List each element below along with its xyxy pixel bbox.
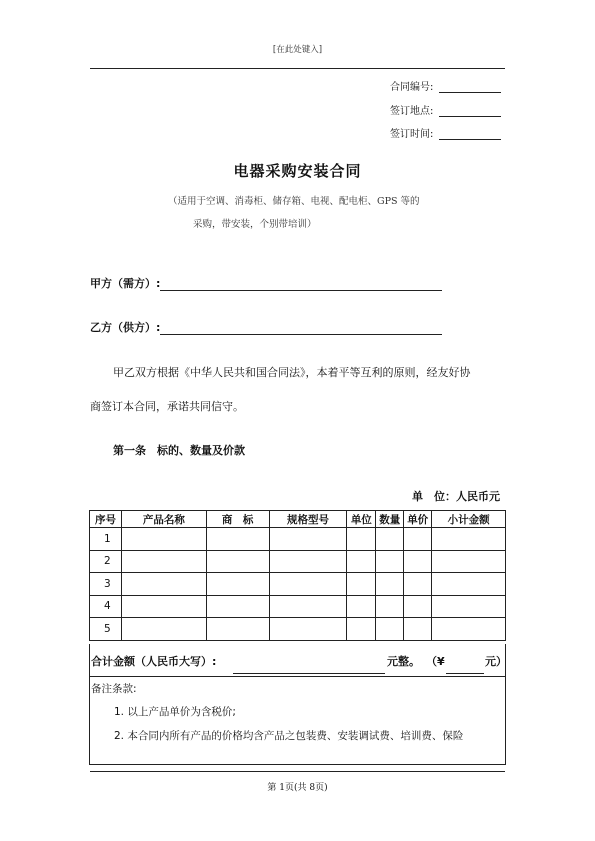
header-rule <box>90 68 505 69</box>
table-row <box>90 550 506 573</box>
table-cell[interactable] <box>404 573 432 596</box>
table-cell[interactable] <box>121 573 206 596</box>
table-cell[interactable] <box>206 573 269 596</box>
table-cell[interactable] <box>404 618 432 641</box>
table-cell[interactable] <box>121 550 206 573</box>
table-cell[interactable] <box>121 595 206 618</box>
signing-place-blank[interactable] <box>439 107 501 117</box>
col-header-product-name: 产品名称 <box>121 511 206 528</box>
product-table <box>89 510 506 641</box>
table-cell[interactable] <box>432 550 506 573</box>
table-cell[interactable] <box>404 550 432 573</box>
total-label: 合计金额（人民币大写）: <box>91 655 217 668</box>
table-cell[interactable] <box>206 550 269 573</box>
col-header-unit: 单位 <box>347 511 376 528</box>
remark-item: 2. 本合同内所有产品的价格均含产品之包装费、安装调试费、培训费、保险 <box>114 730 464 742</box>
table-cell[interactable] <box>376 573 404 596</box>
table-row <box>90 618 506 641</box>
table-cell[interactable] <box>432 573 506 596</box>
currency-unit: 单 位：人民币元 <box>412 490 500 503</box>
row-index: 3 <box>90 573 122 596</box>
intro-line1: 甲乙双方根据《中华人民共和国合同法》，本着平等互利的原则，经友好协 <box>113 366 471 379</box>
party-a-field <box>90 275 442 291</box>
col-header-model: 规格型号 <box>269 511 347 528</box>
signing-time-field <box>390 125 501 140</box>
table-cell[interactable] <box>269 595 347 618</box>
document-title: 电器采购安装合同 <box>233 162 362 180</box>
table-cell[interactable] <box>269 618 347 641</box>
table-cell[interactable] <box>269 528 347 551</box>
table-row <box>90 595 506 618</box>
row-index: 1 <box>90 528 122 551</box>
table-cell[interactable] <box>347 550 376 573</box>
remarks-title: 备注条款: <box>91 683 137 695</box>
table-cell[interactable] <box>206 618 269 641</box>
table-cell[interactable] <box>121 528 206 551</box>
col-header-brand: 商 标 <box>206 511 269 528</box>
remark-item: 1. 以上产品单价为含税价; <box>114 706 236 718</box>
signing-time-blank[interactable] <box>439 130 501 140</box>
intro-line2: 商签订本合同，承诺共同信守。 <box>90 400 244 413</box>
row-index: 5 <box>90 618 122 641</box>
table-cell[interactable] <box>376 528 404 551</box>
table-cell[interactable] <box>347 528 376 551</box>
article-1-heading: 第一条 标的、数量及价款 <box>113 444 245 457</box>
table-cell[interactable] <box>347 618 376 641</box>
table-cell[interactable] <box>432 618 506 641</box>
remarks-box <box>89 676 506 765</box>
table-cell[interactable] <box>206 595 269 618</box>
table-row <box>90 573 506 596</box>
total-amount-row <box>89 644 506 677</box>
col-header-index: 序号 <box>90 511 122 528</box>
table-cell[interactable] <box>121 618 206 641</box>
table-cell[interactable] <box>404 528 432 551</box>
party-b-label: 乙方（供方）: <box>90 321 161 334</box>
row-index: 2 <box>90 550 122 573</box>
table-cell[interactable] <box>376 595 404 618</box>
table-cell[interactable] <box>347 573 376 596</box>
total-figures-blank[interactable] <box>446 662 484 674</box>
party-a-blank[interactable] <box>160 279 442 291</box>
contract-number-blank[interactable] <box>439 83 501 93</box>
signing-time-label: 签订时间: <box>390 129 434 140</box>
row-index: 4 <box>90 595 122 618</box>
signing-place-label: 签订地点: <box>390 106 434 117</box>
table-cell[interactable] <box>206 528 269 551</box>
total-end-label: 元） <box>485 655 507 668</box>
col-header-subtotal: 小计金额 <box>432 511 506 528</box>
col-header-quantity: 数量 <box>376 511 404 528</box>
total-words-blank[interactable] <box>233 662 385 674</box>
page-header: [在此处键入] <box>272 45 323 55</box>
table-cell[interactable] <box>376 550 404 573</box>
table-row <box>90 528 506 551</box>
party-b-blank[interactable] <box>160 323 442 335</box>
table-cell[interactable] <box>432 528 506 551</box>
signing-place-field <box>390 102 501 117</box>
table-cell[interactable] <box>404 595 432 618</box>
total-yuan-label: 元整。 <box>387 655 420 668</box>
col-header-unit-price: 单价 <box>404 511 432 528</box>
party-a-label: 甲方（需方）: <box>90 277 161 290</box>
subtitle-line2: 采购，带安装，个别带培训） <box>193 219 317 230</box>
table-cell[interactable] <box>432 595 506 618</box>
party-b-field <box>90 319 442 335</box>
table-header-row <box>90 511 506 528</box>
contract-number-field <box>390 78 501 93</box>
page-footer: 第 1页(共 8页) <box>267 783 328 793</box>
table-cell[interactable] <box>347 595 376 618</box>
table-cell[interactable] <box>269 550 347 573</box>
table-cell[interactable] <box>269 573 347 596</box>
table-cell[interactable] <box>376 618 404 641</box>
contract-number-label: 合同编号: <box>390 82 434 93</box>
total-paren-label: （¥ <box>426 655 445 668</box>
subtitle-line1: （适用于空调、消毒柜、储存箱、电视、配电柜、GPS 等的 <box>168 196 420 207</box>
footer-rule <box>90 771 505 772</box>
